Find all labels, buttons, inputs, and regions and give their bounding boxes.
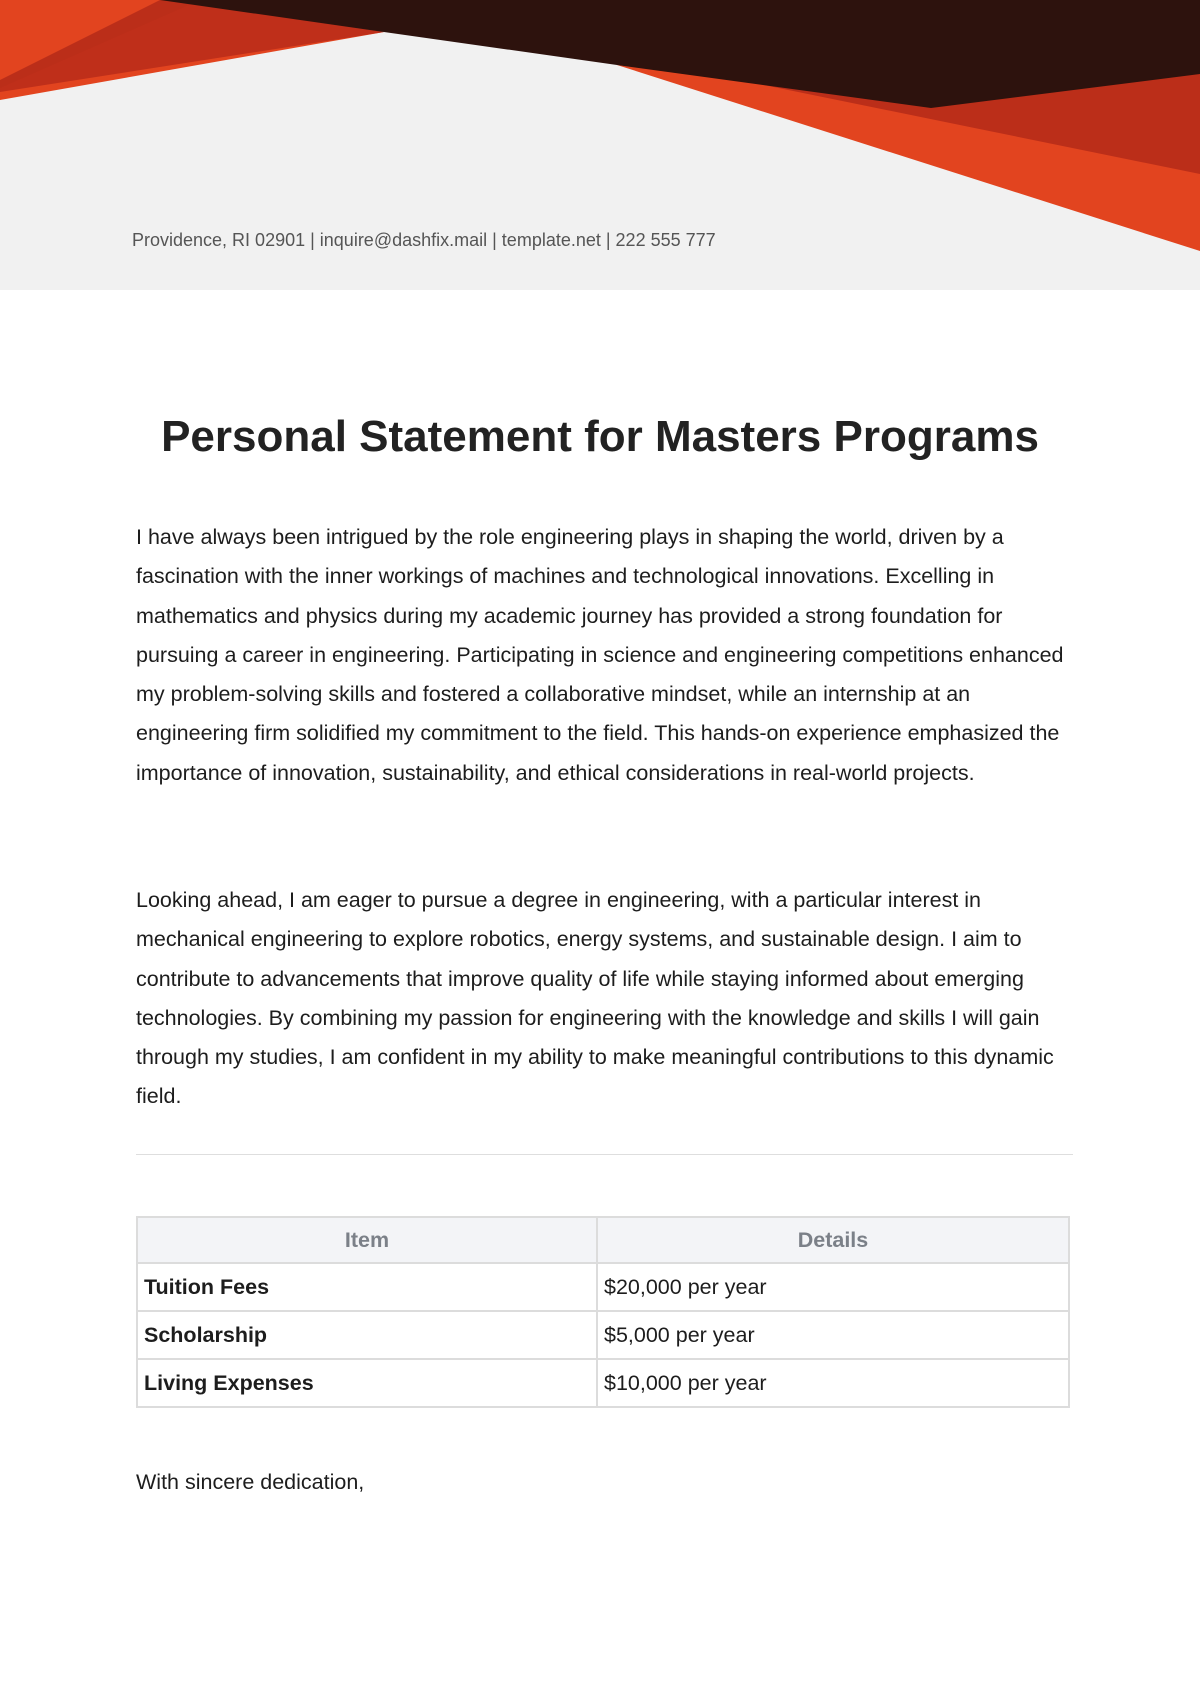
letterhead — [0, 0, 1200, 290]
table-row — [137, 1263, 1069, 1311]
header-details: Details — [597, 1217, 1069, 1263]
table-row — [137, 1359, 1069, 1407]
divider — [136, 1154, 1073, 1155]
paragraph-1: I have always been intrigued by the role engineering plays in shaping the world, driven by a fascination with the inner workings of machines and technological innovations. Excelling in mathematics and physics during my academic journey has provided a strong foundation for pursuing a career in engineering. Participating in science and engineering competitions enhanced my problem-solving skills and fostered a collaborative mindset, while an internship at an engineering firm solidified my commitment to the field. This hands-on experience emphasized the importance of innovation, sustainability, and ethical considerations in real-world projects. — [136, 525, 1064, 785]
table-header-row — [137, 1217, 1069, 1263]
details-cell: $5,000 per year — [597, 1311, 1069, 1359]
details-cell: $20,000 per year — [597, 1263, 1069, 1311]
page-title: Personal Statement for Masters Programs — [161, 412, 1039, 461]
top-dark-shape — [160, 0, 1200, 108]
details-cell: $10,000 per year — [597, 1359, 1069, 1407]
closing-line: With sincere dedication, — [136, 1470, 365, 1494]
cost-table — [136, 1216, 1070, 1408]
item-cell: Living Expenses — [137, 1359, 597, 1407]
contact-info: Providence, RI 02901 | inquire@dashfix.mail | template.net | 222 555 777 — [132, 230, 716, 250]
item-cell: Tuition Fees — [137, 1263, 597, 1311]
paragraph-2: Looking ahead, I am eager to pursue a degree in engineering, with a particular interest in mechanical engineering to explore robotics, energy systems, and sustainable design. I aim to contribute to advancements that improve quality of life while staying informed about emerging technologies. By combining my passion for engineering with the knowledge and skills I will gain through my studies, I am confident in my ability to make meaningful contributions to this dynamic field. — [136, 888, 1054, 1109]
header-item: Item — [137, 1217, 597, 1263]
item-cell: Scholarship — [137, 1311, 597, 1359]
table-row — [137, 1311, 1069, 1359]
